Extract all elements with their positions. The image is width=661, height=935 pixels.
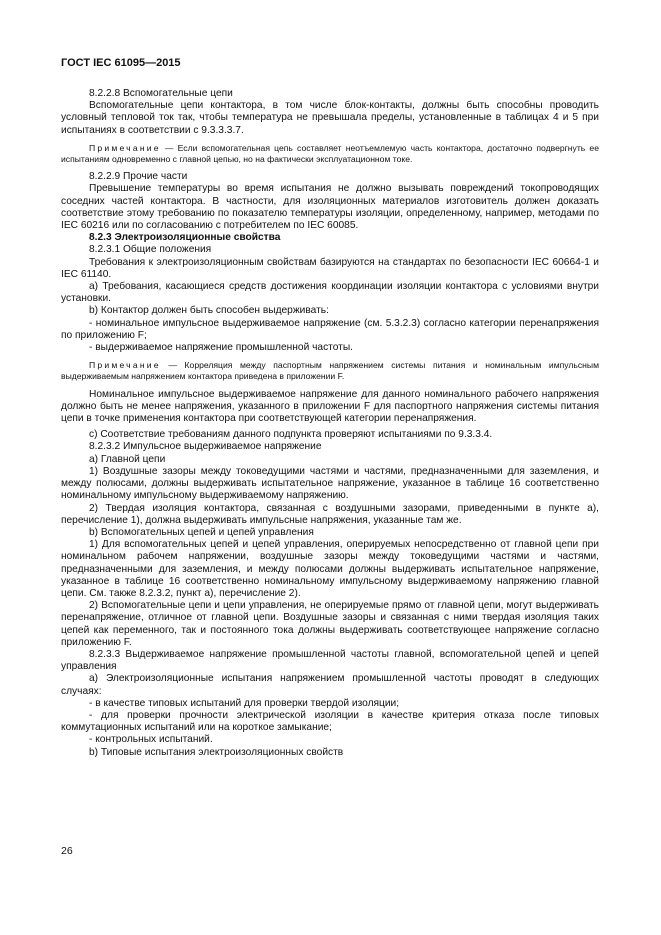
list-item: 2) Твердая изоляция контактора, связанная с воздушными зазорами, приведенными в пункте а), перечисление 1), должна выдерживать импульсные напряжения, указанные там же. [61, 502, 599, 526]
page-number: 26 [61, 845, 73, 857]
list-item: b) Типовые испытания электроизоляционных свойств [89, 746, 344, 758]
document-body [61, 88, 599, 759]
note [61, 143, 599, 165]
list-item: - выдерживаемое напряжение промышленной частоты. [89, 342, 353, 354]
list-item: - в качестве типовых испытаний для проверки твердой изоляции; [89, 697, 400, 709]
list-item: - контрольных испытаний. [89, 734, 213, 746]
subsection-heading: 8.2.2.8 Вспомогательные цепи [89, 88, 233, 99]
paragraph: Вспомогательные цепи контактора, в том числе блок-контакты, должны быть способны проводить условный тепловой ток так, чтобы температура не превышала пределы, установленные в таблицах 4 и 5 при испытаниях в соответствии с 9.3.3.3.7. [61, 100, 599, 136]
list-item: c) Соответствие требованиям данного подпункта проверяют испытаниями по 9.3.3.4. [89, 429, 493, 441]
note [61, 360, 599, 382]
paragraph: Номинальное импульсное выдерживаемое напряжение для данного номинального рабочего напряжения должно быть не менее напряжения, указанного в приложении F для паспортного напряжения системы питания цепи в точке применения контактора при соответствующей категории перенапряжения. [61, 388, 599, 425]
list-item: 1) Воздушные зазоры между токоведущими частями и частями, предназначенными для заземления, и между полюсами, должны выдерживать испытательное напряжение, указанное в таблице 16 соответственно номинальному импульсному выдерживаемому напряжению. [61, 465, 599, 502]
subsection-heading: 8.2.3.1 Общие положения [89, 244, 212, 256]
document-header: ГОСТ IEC 61095—2015 [61, 57, 181, 69]
list-item: 1) Для вспомогательных цепей и цепей управления, оперируемых непосредственно от главной цепи при номинальном рабочем напряжении, воздушные зазоры между токоведущими частями и частями, предназначенными для заземления, и между полюсами должны выдерживать испытательное напряжение, указанное в таблице 16 соответственно номинальному импульсному выдерживаемому напряжению главной цепи. См. также 8.2.3.2, пункт а), перечисление 2). [61, 539, 599, 599]
list-item: b) Вспомогательных цепей и цепей управления [89, 526, 314, 538]
note-text: — Если вспомогательная цепь составляет неотъемлемую часть контактора, достаточно подвергнуть ее испытаниям одновременно с главной цепью, но на фактически эксплуатационном токе. [61, 142, 599, 165]
section-heading: 8.2.3 Электроизоляционные свойства [89, 232, 281, 244]
note-text: — Корреляция между паспортным напряжением системы питания и номинальным импульсным выдерживаемым напряжением контактора приведена в приложении F. [61, 360, 599, 382]
list-item: a) Электроизоляционные испытания напряжением промышленной частоты проводят в следующих случаях: [61, 673, 599, 697]
list-item: a) Требования, касающиеся средств достижения координации изоляции контактора с условиями внутри установки. [61, 281, 599, 305]
list-item: b) Контактор должен быть способен выдерживать: [89, 305, 329, 317]
list-item: 2) Вспомогательные цепи и цепи управления, не оперируемые прямо от главной цепи, могут выдерживать перенапряжение, отличное от главной цепи. Воздушные зазоры и связанная с ними твердая изоляция таких цепей как переменного, так и постоянного тока должны выдерживать соответствующее напряжение согласно приложению F. [61, 600, 599, 648]
note-label: Примечание [89, 360, 161, 371]
subsection-heading: 8.2.3.2 Импульсное выдерживаемое напряжение [89, 441, 322, 453]
note-label: Примечание [89, 142, 161, 153]
paragraph: Требования к электроизоляционным свойствам базируются на стандартах по безопасности IEC 60664-1 и IEC 61140. [61, 256, 599, 280]
paragraph: Превышение температуры во время испытания не должно вызывать повреждений токопроводящих соседних частей контактора. В частности, для изоляционных материалов изготовитель должен доказать соответствие этому требованию по показателю температуры изоляции, определенному, например, методами по IEC 60216 или по согласованию с потребителем по IEC 60085. [61, 183, 599, 232]
subsection-heading: 8.2.3.3 Выдерживаемое напряжение промышленной частоты главной, вспомогательной цепей и цепей управления [61, 648, 599, 673]
list-item: - для проверки прочности электрической изоляции в качестве критерия отказа после типовых коммутационных испытаний или на короткое замыкание; [61, 709, 599, 734]
list-item: - номинальное импульсное выдерживаемое напряжение (см. 5.3.2.3) согласно категории перенапряжения по приложению F; [61, 317, 599, 341]
subsection-heading: 8.2.2.9 Прочие части [89, 171, 188, 183]
list-item: a) Главной цепи [89, 453, 166, 465]
